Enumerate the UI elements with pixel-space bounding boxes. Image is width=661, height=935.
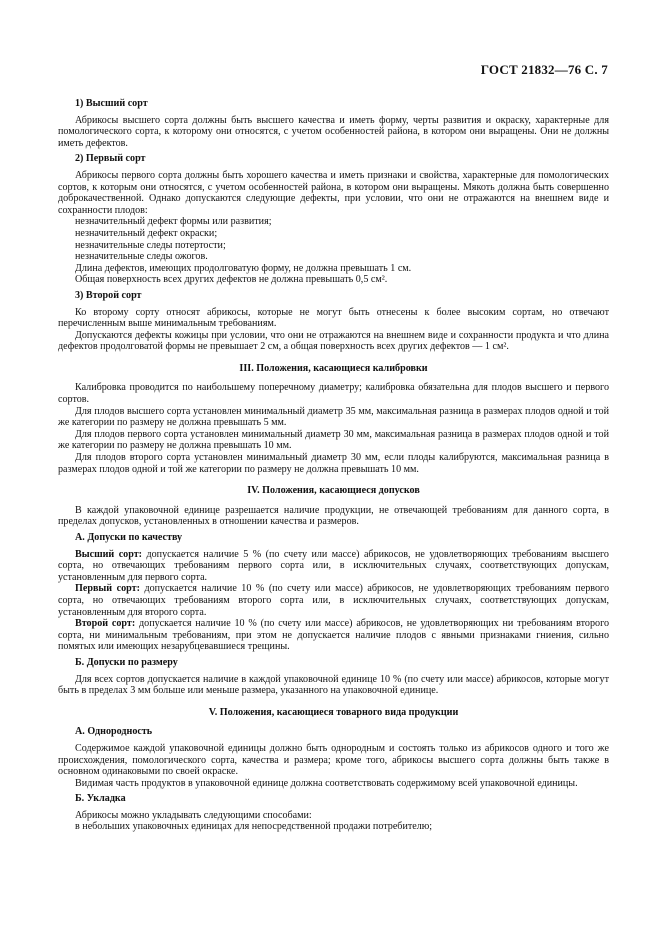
paragraph (58, 583, 609, 618)
paragraph: Для плодов второго сорта установлен минимальный диаметр 30 мм, если плоды калибруются, максимальная разница в размерах плодов одной и той же категории по размеру не должна превышать 10 мм. (58, 452, 609, 475)
paragraph: Для плодов высшего сорта установлен минимальный диаметр 35 мм, максимальная разница в размерах плодов одной и той же категории по размеру не должна превышать 5 мм. (58, 405, 609, 429)
paragraph (58, 549, 609, 584)
paragraph (58, 618, 609, 653)
list-item: незначительный дефект окраски; (75, 227, 218, 239)
heading-packing: Б. Укладка (75, 793, 126, 805)
term-text: допускается наличие 10 % (по счету или массе) абрикосов, не удовлетворяющих требованиям первого сорта, но отвечающих требованиям второго сорта или, в исключительных случаях, соответствующих допускам, установленным для второго сорта. (58, 583, 609, 618)
list-item: незначительный дефект формы или развития; (75, 216, 272, 228)
paragraph: Длина дефектов, имеющих продолговатую форму, не должна превышать 1 см. (75, 262, 412, 274)
term-second-grade: Второй сорт: (75, 618, 136, 630)
heading-first-grade: 2) Первый сорт (75, 153, 146, 165)
heading-premium-grade: 1) Высший сорт (75, 98, 148, 109)
page-header: ГОСТ 21832—76 С. 7 (480, 62, 608, 77)
section-title-tolerances: IV. Положения, касающиеся допусков (247, 485, 420, 497)
paragraph: Допускаются дефекты кожицы при условии, что они не отражаются на внешнем виде и сохранности продукта и что длина дефектов продолговатой формы не превышает 2 см, а общая поверхность всех других дефектов — 1 см². (58, 329, 609, 353)
paragraph: Абрикосы высшего сорта должны быть высшего качества и иметь форму, черты развития и окраску, характерные для помологического сорта, к которому они относятся, с учетом особенностей района, в котором они выращены. Они не должны иметь дефектов. (58, 114, 609, 149)
heading-size-tolerances: Б. Допуски по размеру (75, 656, 178, 668)
paragraph: Содержимое каждой упаковочной единицы должно быть однородным и состоять только из абрикосов одного и того же происхождения, помологического сорта, качества и размера; кроме того, абрикосы высшего сорта должны быть также в основном одинаковыми по своей окраске. (58, 742, 609, 778)
term-first-grade: Первый сорт: (75, 583, 140, 595)
paragraph: Абрикосы первого сорта должны быть хорошего качества и иметь признаки и свойства, характерные для помологических сортов, к которым они относятся, с учетом особенностей района, в котором они выращены. Мякоть должна быть совершенно доброкачественной. Однако допускаются следующие дефекты, при условии, что они не отражаются на внешнем виде и сохранности плодов: (58, 169, 609, 216)
paragraph: Ко второму сорту относят абрикосы, которые не могут быть отнесены к более высоким сортам, но отвечают перечисленным выше минимальным требованиям. (58, 306, 609, 330)
paragraph: Для всех сортов допускается наличие в каждой упаковочной единице 10 % (по счету или массе) абрикосов, которые могут быть в пределах 3 мм больше или меньше размера, указанного на упаковочной единице. (58, 673, 609, 697)
section-title-calibration: III. Положения, касающиеся калибровки (239, 362, 428, 374)
paragraph: Общая поверхность всех других дефектов не должна превышать 0,5 см². (75, 274, 388, 286)
paragraph: Калибровка проводится по наибольшему поперечному диаметру; калибровка обязательна для плодов высшего и первого сортов. (58, 382, 609, 406)
paragraph: Видимая часть продуктов в упаковочной единице должна соответствовать содержимому всей упаковочной единицы. (75, 777, 578, 789)
document-body (58, 94, 609, 833)
paragraph: Для плодов первого сорта установлен минимальный диаметр 30 мм, максимальная разница в размерах плодов одной и той же категории по размеру не должна превышать 10 мм. (58, 428, 609, 452)
heading-second-grade: 3) Второй сорт (75, 289, 142, 301)
paragraph: Абрикосы можно укладывать следующими способами: (75, 809, 312, 821)
term-text: допускается наличие 10 % (по счету или массе) абрикосов, не удовлетворяющих ни требованиям второго сорта, ни минимальным требованиям, при этом не допускается наличие плодов с явными признаками гниения, сильно помятых или имеющих незарубцевавшиеся трещины. (58, 618, 610, 653)
list-item: незначительные следы ожогов. (75, 251, 208, 263)
term-text: допускается наличие 5 % (по счету или массе) абрикосов, не удовлетворяющих требованиям высшего сорта, но отвечающих требованиям первого сорта или, в исключительных случаях, соответствующих допускам, установленным для первого сорта. (58, 548, 609, 583)
list-item: незначительные следы потертости; (75, 239, 226, 251)
section-title-presentation: V. Положения, касающиеся товарного вида продукции (208, 706, 459, 718)
heading-quality-tolerances: А. Допуски по качеству (75, 532, 183, 543)
paragraph: В каждой упаковочной единице разрешается наличие продукции, не отвечающей требованиям для данного сорта, в пределах допусков, установленных в отношении качества и размеров. (58, 504, 609, 528)
term-premium-grade: Высший сорт: (75, 548, 143, 560)
heading-uniformity: А. Однородность (75, 726, 153, 738)
paragraph: в небольших упаковочных единицах для непосредственной продажи потребителю; (75, 821, 433, 833)
